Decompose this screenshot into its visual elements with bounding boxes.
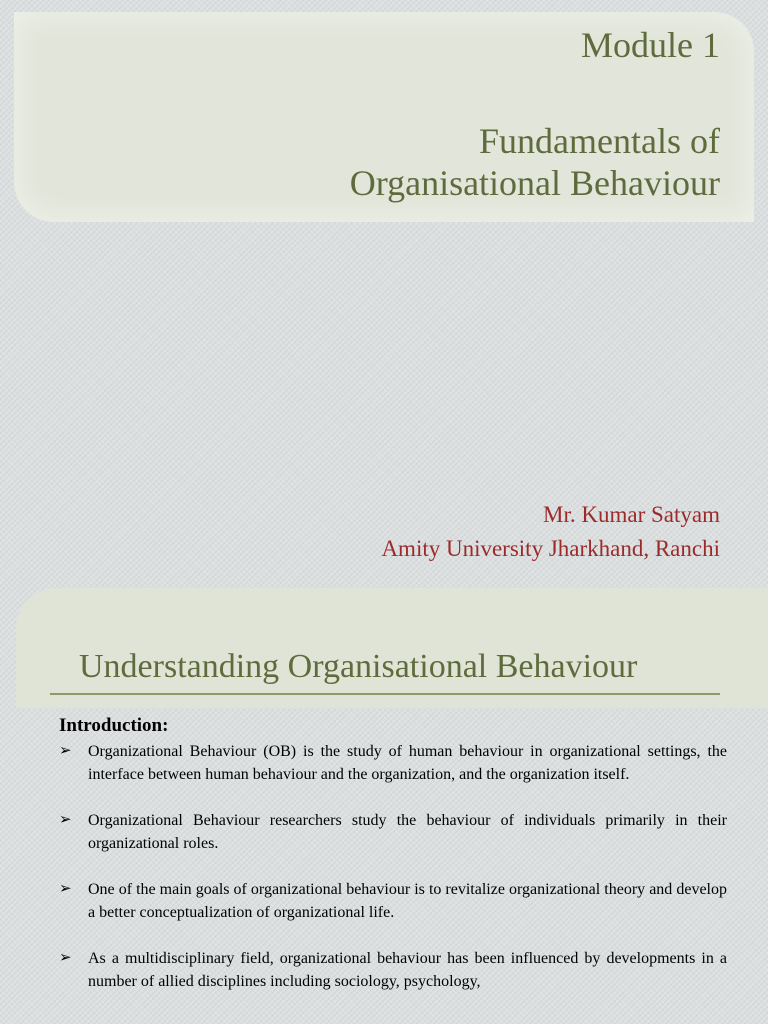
arrowhead-bullet-icon: ➢ — [59, 812, 72, 828]
bullet-item — [59, 878, 727, 924]
arrowhead-bullet-icon: ➢ — [59, 950, 72, 966]
module-title: Module 1 — [581, 25, 720, 65]
course-title — [350, 120, 720, 204]
bullet-text: Organizational Behaviour researchers study the behaviour of individuals primarily in their organizational roles. — [88, 812, 727, 852]
bullet-item — [59, 740, 727, 786]
bullet-item — [59, 809, 727, 855]
slide-heading: Understanding Organisational Behaviour — [79, 648, 638, 685]
arrowhead-bullet-icon: ➢ — [59, 743, 72, 759]
bullet-item — [59, 947, 727, 993]
bullet-text: One of the main goals of organizational behaviour is to revitalize organizational theory and develop a better conceptualization of organizational life. — [88, 881, 727, 921]
author-block — [381, 498, 720, 566]
bullet-list — [59, 740, 727, 1016]
heading-divider — [50, 693, 720, 695]
arrowhead-bullet-icon: ➢ — [59, 881, 72, 897]
bullet-text: Organizational Behaviour (OB) is the study of human behaviour in organizational settings, the interface between human behaviour and the organization, and the organization itself. — [88, 743, 727, 783]
author-name: Mr. Kumar Satyam — [543, 502, 720, 527]
intro-label: Introduction: — [59, 715, 169, 736]
course-title-line-2: Organisational Behaviour — [349, 163, 720, 203]
author-affiliation: Amity University Jharkhand, Ranchi — [381, 536, 720, 561]
bullet-text: As a multidisciplinary field, organizational behaviour has been influenced by developments in a number of allied disciplines including sociology, psychology, — [88, 950, 727, 990]
content-slide — [0, 580, 768, 1024]
course-title-line-1: Fundamentals of — [479, 121, 720, 161]
